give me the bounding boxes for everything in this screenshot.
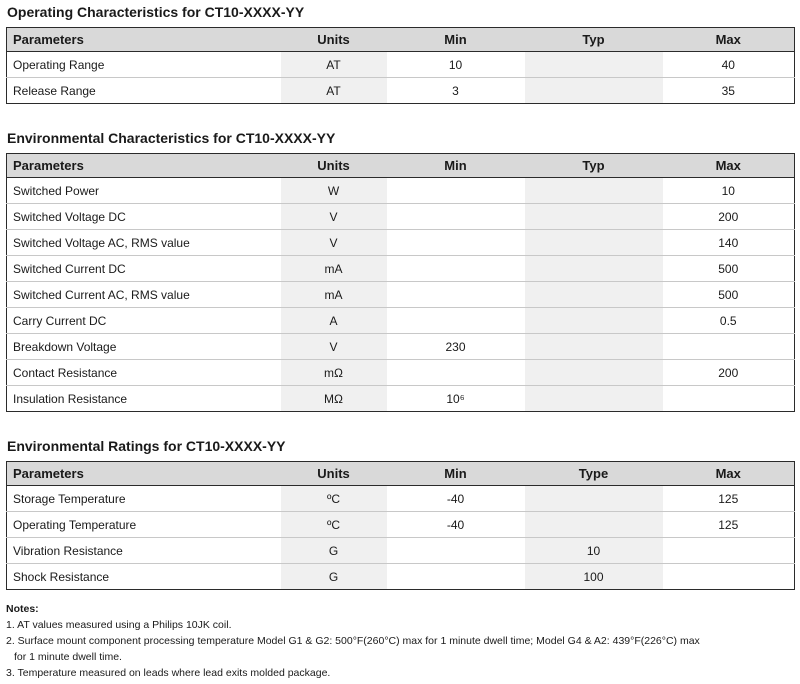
cell-min (387, 282, 525, 308)
header-typ: Typ (525, 154, 663, 178)
cell-typ (525, 204, 663, 230)
cell-min (387, 256, 525, 282)
operating-characteristics-table (6, 27, 795, 104)
section-title-environmental-characteristics: Environmental Characteristics for CT10-XXXX-YY (7, 130, 336, 146)
cell-units: mA (281, 256, 387, 282)
table-row (7, 178, 795, 204)
cell-max: 10 (663, 178, 795, 204)
table-row (7, 256, 795, 282)
cell-max: 500 (663, 256, 795, 282)
cell-parameter: Operating Range (7, 52, 281, 78)
cell-min: -40 (387, 512, 525, 538)
section-title-operating: Operating Characteristics for CT10-XXXX-YY (7, 4, 305, 20)
header-min: Min (387, 462, 525, 486)
table-row (7, 512, 795, 538)
environmental-characteristics-table (6, 153, 795, 412)
cell-parameter: Contact Resistance (7, 360, 281, 386)
cell-units: MΩ (281, 386, 387, 412)
table-row (7, 282, 795, 308)
cell-max (663, 564, 795, 590)
cell-max: 140 (663, 230, 795, 256)
header-units: Units (281, 28, 387, 52)
cell-parameter: Switched Current AC, RMS value (7, 282, 281, 308)
header-max: Max (663, 462, 795, 486)
cell-parameter: Shock Resistance (7, 564, 281, 590)
cell-typ (525, 256, 663, 282)
cell-typ (525, 282, 663, 308)
cell-max (663, 538, 795, 564)
table-row (7, 538, 795, 564)
header-units: Units (281, 462, 387, 486)
table-row (7, 360, 795, 386)
cell-min (387, 360, 525, 386)
header-min: Min (387, 154, 525, 178)
cell-type: 100 (525, 564, 663, 590)
cell-parameter: Switched Voltage DC (7, 204, 281, 230)
cell-max: 0.5 (663, 308, 795, 334)
cell-parameter: Switched Voltage AC, RMS value (7, 230, 281, 256)
cell-units: AT (281, 52, 387, 78)
cell-parameter: Insulation Resistance (7, 386, 281, 412)
cell-min: 3 (387, 78, 525, 104)
cell-min (387, 178, 525, 204)
header-parameters: Parameters (7, 154, 281, 178)
cell-units: G (281, 538, 387, 564)
environmental-ratings-table (6, 461, 795, 590)
note-item: 2. Surface mount component processing temperature Model G1 & G2: 500°F(260°C) max for 1 minute dwell time; Model G4 & A2: 439°F(226°C) max (6, 635, 700, 647)
cell-typ (525, 360, 663, 386)
notes-block (6, 601, 700, 681)
cell-max: 40 (663, 52, 795, 78)
cell-parameter: Switched Current DC (7, 256, 281, 282)
cell-parameter: Storage Temperature (7, 486, 281, 512)
cell-max: 125 (663, 512, 795, 538)
cell-parameter: Switched Power (7, 178, 281, 204)
cell-units: ºC (281, 486, 387, 512)
cell-max: 500 (663, 282, 795, 308)
cell-units: G (281, 564, 387, 590)
cell-min (387, 230, 525, 256)
section-title-environmental-ratings: Environmental Ratings for CT10-XXXX-YY (7, 438, 286, 454)
table-row (7, 386, 795, 412)
cell-min: 230 (387, 334, 525, 360)
note-item: 1. AT values measured using a Philips 10JK coil. (6, 619, 232, 631)
cell-units: ºC (281, 512, 387, 538)
cell-min (387, 564, 525, 590)
cell-type (525, 486, 663, 512)
cell-min: 10 (387, 52, 525, 78)
cell-min: 10⁶ (387, 386, 525, 412)
cell-units: mΩ (281, 360, 387, 386)
cell-type: 10 (525, 538, 663, 564)
cell-typ (525, 178, 663, 204)
table-row (7, 334, 795, 360)
cell-min (387, 538, 525, 564)
header-parameters: Parameters (7, 28, 281, 52)
cell-typ (525, 334, 663, 360)
cell-max: 200 (663, 204, 795, 230)
cell-max (663, 334, 795, 360)
table-row (7, 308, 795, 334)
header-min: Min (387, 28, 525, 52)
cell-typ (525, 308, 663, 334)
table-row (7, 486, 795, 512)
cell-min (387, 204, 525, 230)
cell-units: V (281, 204, 387, 230)
table-row (7, 52, 795, 78)
table-header-row (7, 462, 795, 486)
cell-typ (525, 230, 663, 256)
cell-units: W (281, 178, 387, 204)
cell-parameter: Breakdown Voltage (7, 334, 281, 360)
cell-typ (525, 78, 663, 104)
header-units: Units (281, 154, 387, 178)
note-item-continuation: for 1 minute dwell time. (14, 651, 122, 663)
table-row (7, 230, 795, 256)
cell-units: A (281, 308, 387, 334)
cell-units: AT (281, 78, 387, 104)
cell-parameter: Vibration Resistance (7, 538, 281, 564)
table-row (7, 204, 795, 230)
cell-min: -40 (387, 486, 525, 512)
cell-parameter: Operating Temperature (7, 512, 281, 538)
cell-max: 125 (663, 486, 795, 512)
table-header-row (7, 28, 795, 52)
cell-parameter: Carry Current DC (7, 308, 281, 334)
note-item: 3. Temperature measured on leads where lead exits molded package. (6, 667, 331, 679)
cell-min (387, 308, 525, 334)
header-max: Max (663, 154, 795, 178)
header-parameters: Parameters (7, 462, 281, 486)
cell-type (525, 512, 663, 538)
cell-units: V (281, 334, 387, 360)
cell-parameter: Release Range (7, 78, 281, 104)
cell-typ (525, 52, 663, 78)
cell-units: mA (281, 282, 387, 308)
table-row (7, 78, 795, 104)
cell-units: V (281, 230, 387, 256)
cell-max (663, 386, 795, 412)
header-type: Type (525, 462, 663, 486)
table-row (7, 564, 795, 590)
table-header-row (7, 154, 795, 178)
cell-max: 35 (663, 78, 795, 104)
cell-typ (525, 386, 663, 412)
cell-max: 200 (663, 360, 795, 386)
notes-title: Notes: (6, 603, 39, 615)
header-typ: Typ (525, 28, 663, 52)
header-max: Max (663, 28, 795, 52)
